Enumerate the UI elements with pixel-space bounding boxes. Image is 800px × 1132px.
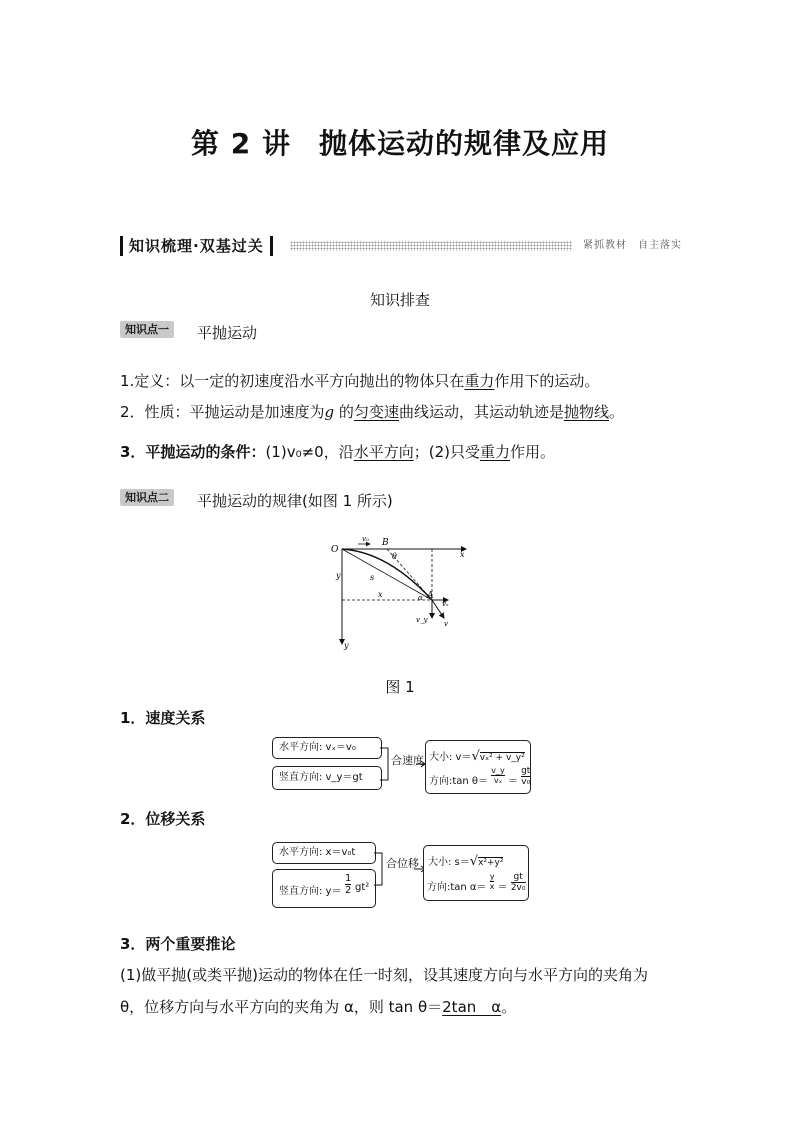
vertical-velocity-box: 竖直方向: v_y＝gt	[272, 766, 382, 790]
banner-dotted-rule	[290, 241, 572, 251]
displacement-direction: 方向:tan α＝ $\frac{y}{x}$ ＝ $\frac{gt}{\text{2v₀}}$	[427, 872, 526, 893]
inference-heading: 3．两个重要推论	[120, 935, 236, 953]
label-y-axis: y	[344, 641, 349, 650]
property-line: 2．性质：平抛运动是加速度为g 的匀变速曲线运动，其运动轨迹是抛物线。	[120, 403, 624, 421]
lecture-topic: 抛体运动的规律及应用	[318, 127, 609, 160]
condition-line: 3．平抛运动的条件：(1)v₀≠0，沿水平方向；(2)只受重力作用。	[120, 443, 555, 461]
inference-line-1: (1)做平抛(或类平抛)运动的物体在任一时刻，设其速度方向与水平方向的夹角为	[120, 966, 648, 984]
knowledge-point-badge-1: 知识点一	[120, 321, 174, 338]
label-y: y	[336, 571, 341, 580]
label-s: s	[370, 573, 375, 582]
answer-blank: 重力	[479, 443, 510, 461]
inference-line-2: θ，位移方向与水平方向的夹角为 α，则 tan θ＝2tan α。	[120, 998, 517, 1016]
answer-blank: 2tan α	[442, 998, 502, 1016]
label-alpha: α	[418, 594, 423, 602]
banner-subtitle: 紧抓教材 自主落实	[583, 240, 682, 251]
label-v: v	[444, 620, 448, 628]
label-vx: vₓ	[442, 600, 449, 608]
lecture-number: 第 2 讲	[191, 127, 291, 160]
displacement-heading: 2．位移关系	[120, 810, 206, 828]
displacement-line	[342, 549, 432, 600]
horizontal-velocity-box: 水平方向: vₓ＝v₀	[272, 737, 382, 759]
section-banner	[120, 236, 682, 256]
combined-displacement-label: 合位移	[386, 857, 419, 870]
answer-blank: 匀变速	[353, 403, 399, 421]
knowledge-point-title-2: 平抛运动的规律(如图 1 所示)	[197, 492, 393, 510]
label-theta: θ	[392, 552, 397, 561]
velocity-direction: 方向:tan θ＝ $\frac{v\_y}{\text{vₓ}}$ ＝ $\frac{gt}{\text{v₀}}$	[429, 766, 531, 787]
label-point-b: B	[382, 538, 389, 548]
answer-blank: 抛物线	[563, 403, 609, 421]
velocity-heading: 1．速度关系	[120, 709, 206, 727]
label-v0: v₀	[362, 535, 369, 543]
figure-caption: 图 1	[385, 678, 415, 696]
knowledge-point-badge-2: 知识点二	[120, 489, 174, 506]
horizontal-displacement-box: 水平方向: x＝v₀t	[272, 842, 376, 864]
answer-blank: 重力	[464, 372, 495, 390]
speed-magnitude: 大小: v＝√vₓ² + v_y²	[429, 749, 525, 764]
label-x: x	[378, 590, 383, 599]
page-title	[0, 122, 800, 162]
resultant-displacement-box	[423, 845, 529, 901]
displacement-magnitude: 大小: s＝√x²+y²	[428, 854, 504, 869]
combined-velocity-label: 合速度	[391, 754, 424, 767]
projectile-diagram	[328, 532, 478, 652]
label-origin: O	[331, 545, 339, 555]
banner-title: 知识梳理·双基过关	[120, 236, 273, 256]
definition-line: 1.定义：以一定的初速度沿水平方向抛出的物体只在重力作用下的运动。	[120, 372, 600, 390]
vertical-displacement-box: 竖直方向: y＝ 1 2 gt²	[272, 869, 376, 908]
section-heading: 知识排查	[369, 291, 430, 309]
resultant-velocity-box	[425, 740, 531, 794]
label-vy: v_y	[416, 616, 428, 624]
label-x-axis: x	[460, 550, 465, 559]
label-point-a: A	[427, 591, 434, 601]
answer-blank: 水平方向	[353, 443, 414, 461]
knowledge-point-title-1: 平抛运动	[197, 324, 258, 342]
